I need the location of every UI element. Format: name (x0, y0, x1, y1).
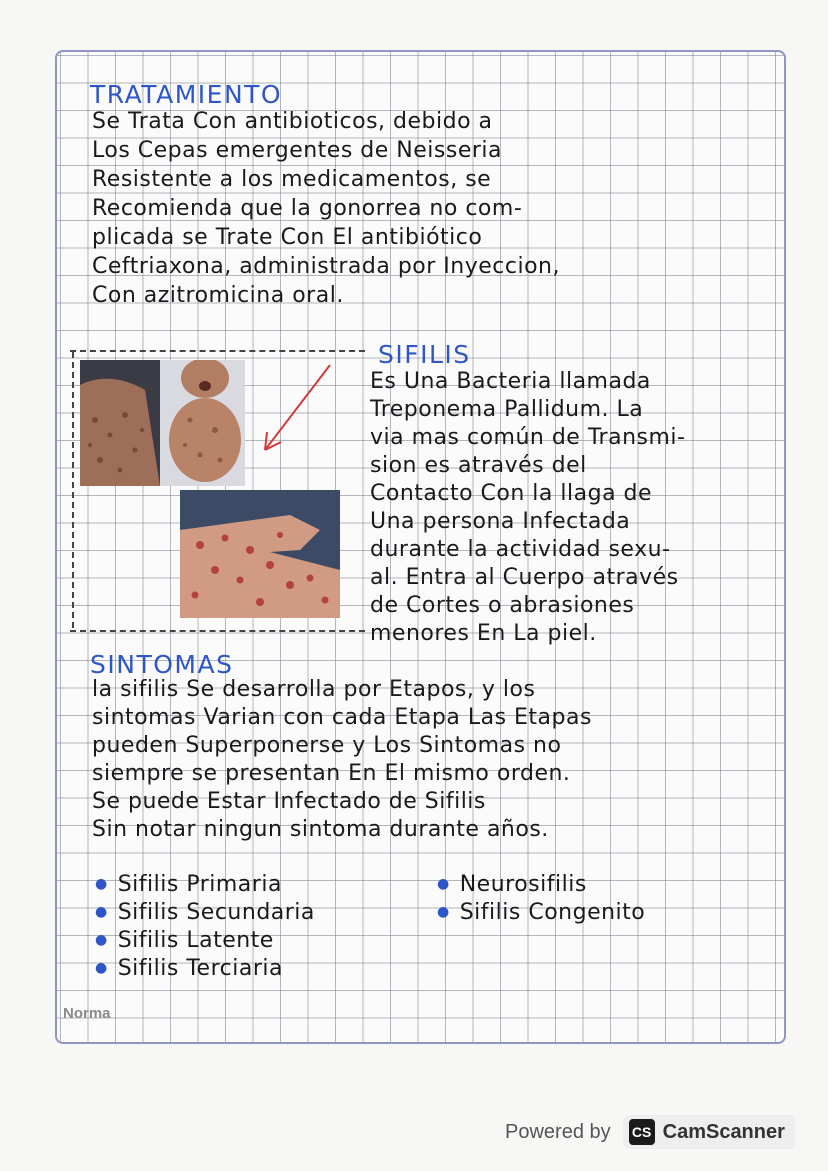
camscanner-badge (623, 1115, 795, 1149)
tratamiento-line: Los Cepas emergentes de Neisseria (92, 138, 502, 163)
dashed-divider-left (72, 352, 74, 628)
bullet-dot-icon: ● (95, 932, 108, 948)
red-arrow-icon (255, 360, 335, 460)
sifilis-line: al. Entra al Cuerpo através (370, 565, 679, 590)
bullet-dot-icon: ● (95, 904, 108, 920)
list-item: ● Sifilis Latente (95, 928, 274, 953)
tratamiento-line: Ceftriaxona, administrada por Inyeccion, (92, 254, 560, 279)
bullet-dot-icon: ● (437, 876, 450, 892)
tratamiento-line: Se Trata Con antibioticos, debido a (92, 109, 493, 134)
tratamiento-line: plicada se Trate Con El antibiótico (92, 225, 483, 250)
list-item: ● Sifilis Congenito (437, 900, 646, 925)
camscanner-footer (505, 1115, 795, 1149)
sifilis-line: de Cortes o abrasiones (370, 593, 635, 618)
dashed-divider-top (70, 350, 365, 352)
list-item: ● Neurosifilis (437, 872, 587, 897)
powered-by-text: Powered by (505, 1120, 611, 1143)
sifilis-line: durante la actividad sexu- (370, 537, 671, 562)
tratamiento-line: Con azitromicina oral. (92, 283, 344, 308)
bullet-dot-icon: ● (95, 876, 108, 892)
camscanner-name: CamScanner (662, 1120, 785, 1143)
sintomas-heading: SINTOMAS (90, 650, 234, 679)
list-item: ● Sifilis Secundaria (95, 900, 315, 925)
sifilis-line: via mas común de Transmi- (370, 425, 686, 450)
sintomas-line: sintomas Varian con cada Etapa Las Etapas (92, 705, 592, 730)
sifilis-heading: SIFILIS (378, 340, 471, 369)
sifilis-line: Treponema Pallidum. La (370, 397, 644, 422)
tratamiento-line: Resistente a los medicamentos, se (92, 167, 492, 192)
sintomas-line: Se puede Estar Infectado de Sifilis (92, 789, 486, 814)
rash-photo-back (80, 360, 160, 486)
sifilis-line: Contacto Con la llaga de (370, 481, 653, 506)
dashed-divider-bottom (70, 630, 365, 632)
list-item: ● Sifilis Primaria (95, 872, 282, 897)
sintomas-line: siempre se presentan En El mismo orden. (92, 761, 571, 786)
sifilis-line: sion es através del (370, 453, 587, 478)
camscanner-icon: CS (629, 1119, 655, 1145)
notebook-brand-logo: Norma (63, 1005, 111, 1022)
rash-photo-palm (180, 490, 340, 618)
bullet-dot-icon: ● (95, 960, 108, 976)
sintomas-line: Sin notar ningun sintoma durante años. (92, 817, 549, 842)
sifilis-line: Una persona Infectada (370, 509, 631, 534)
bullet-dot-icon: ● (437, 904, 450, 920)
tratamiento-line: Recomienda que la gonorrea no com- (92, 196, 523, 221)
sifilis-line: Es Una Bacteria llamada (370, 369, 651, 394)
rash-photo-infant (160, 360, 245, 486)
list-item: ● Sifilis Terciaria (95, 956, 283, 981)
tratamiento-heading: TRATAMIENTO (90, 80, 283, 109)
sifilis-line: menores En La piel. (370, 621, 597, 646)
sintomas-line: pueden Superponerse y Los Sintomas no (92, 733, 562, 758)
sintomas-line: la sifilis Se desarrolla por Etapos, y los (92, 677, 536, 702)
